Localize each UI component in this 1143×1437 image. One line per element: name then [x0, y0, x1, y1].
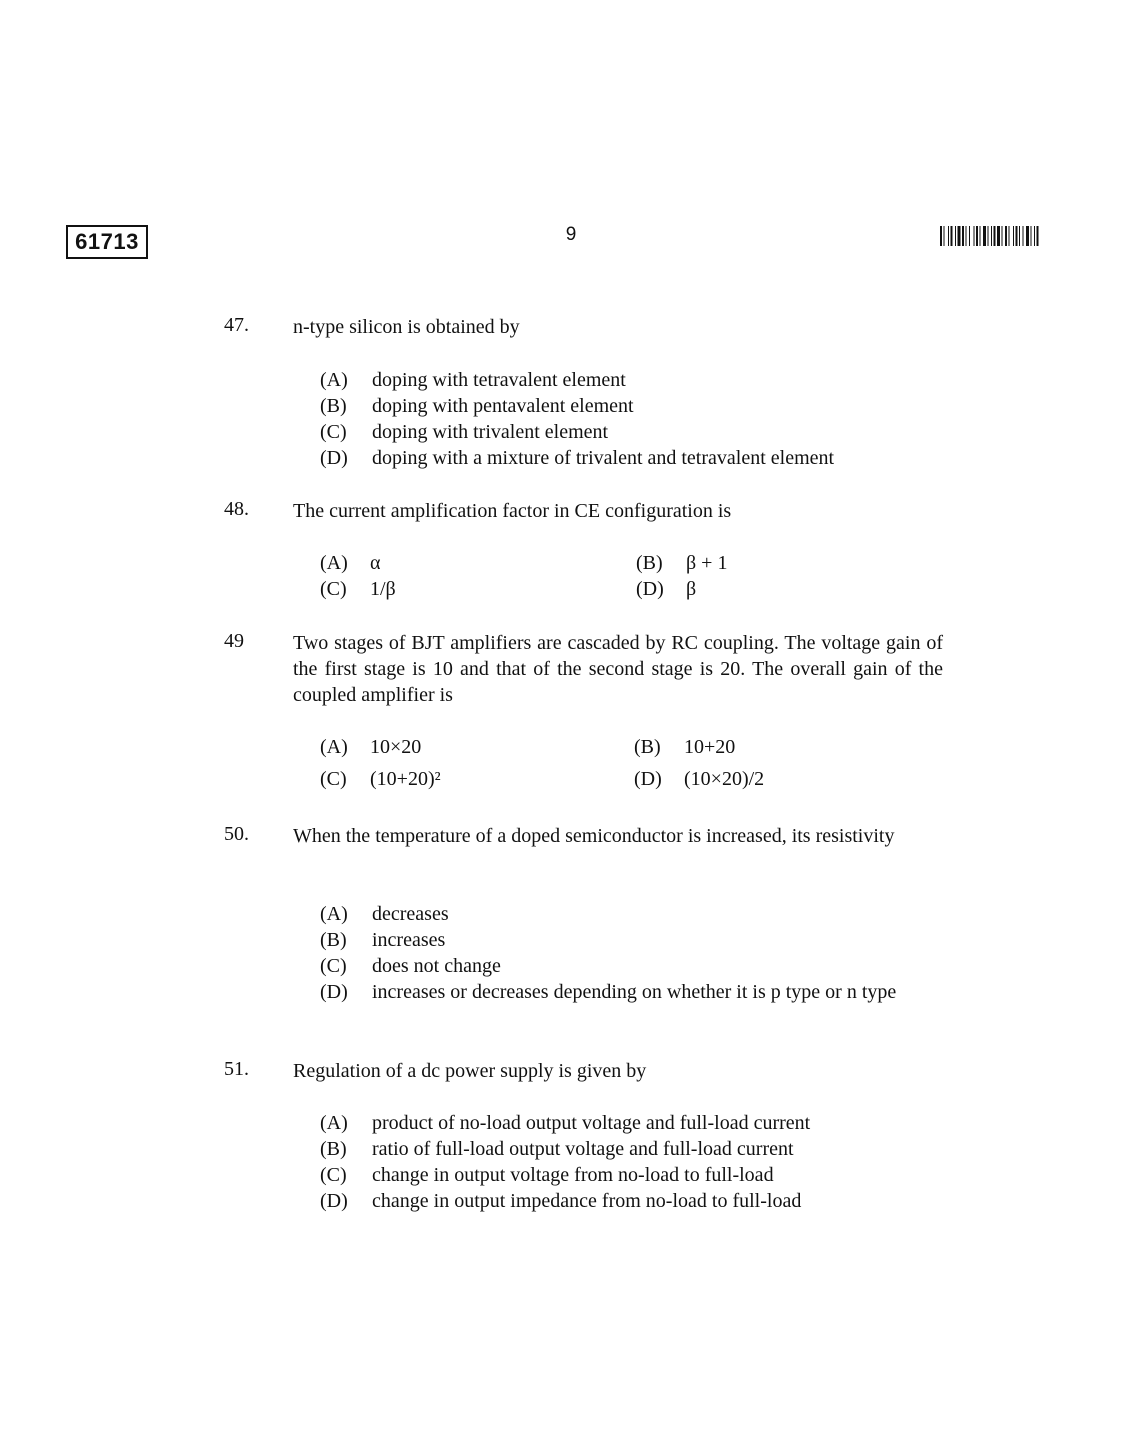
question-number: 48.: [224, 498, 249, 520]
question-text: n-type silicon is obtained by: [293, 316, 520, 338]
option-b: (B) β + 1: [636, 552, 728, 574]
option-c: (C) (10+20)²: [320, 768, 441, 790]
question-text: Two stages of BJT amplifiers are cascaded by RC coupling. The voltage gain of the first stage is 10 and that of the second stage is 20. The overall gain of the coupled amplifier is: [293, 632, 943, 706]
question-text: The current amplification factor in CE configuration is: [293, 500, 732, 522]
option-c: (C) 1/β: [320, 578, 396, 600]
question-number: 50.: [224, 823, 249, 845]
option-d: (D) (10×20)/2: [634, 768, 765, 790]
question-number: 47.: [224, 314, 249, 336]
option-a: (A) 10×20: [320, 736, 422, 758]
question-number: 49: [224, 630, 244, 652]
barcode: [940, 226, 1078, 246]
question-text: When the temperature of a doped semiconductor is increased, its resistivity: [293, 825, 895, 847]
option-b: (B) 10+20: [634, 736, 736, 758]
paper-code: 61713: [66, 225, 148, 259]
question-number: 51.: [224, 1058, 249, 1080]
question-text: Regulation of a dc power supply is given by: [293, 1060, 647, 1082]
option-a: (A) α: [320, 552, 381, 574]
option-d: (D) β: [636, 578, 697, 600]
page-number: 9: [565, 224, 577, 245]
